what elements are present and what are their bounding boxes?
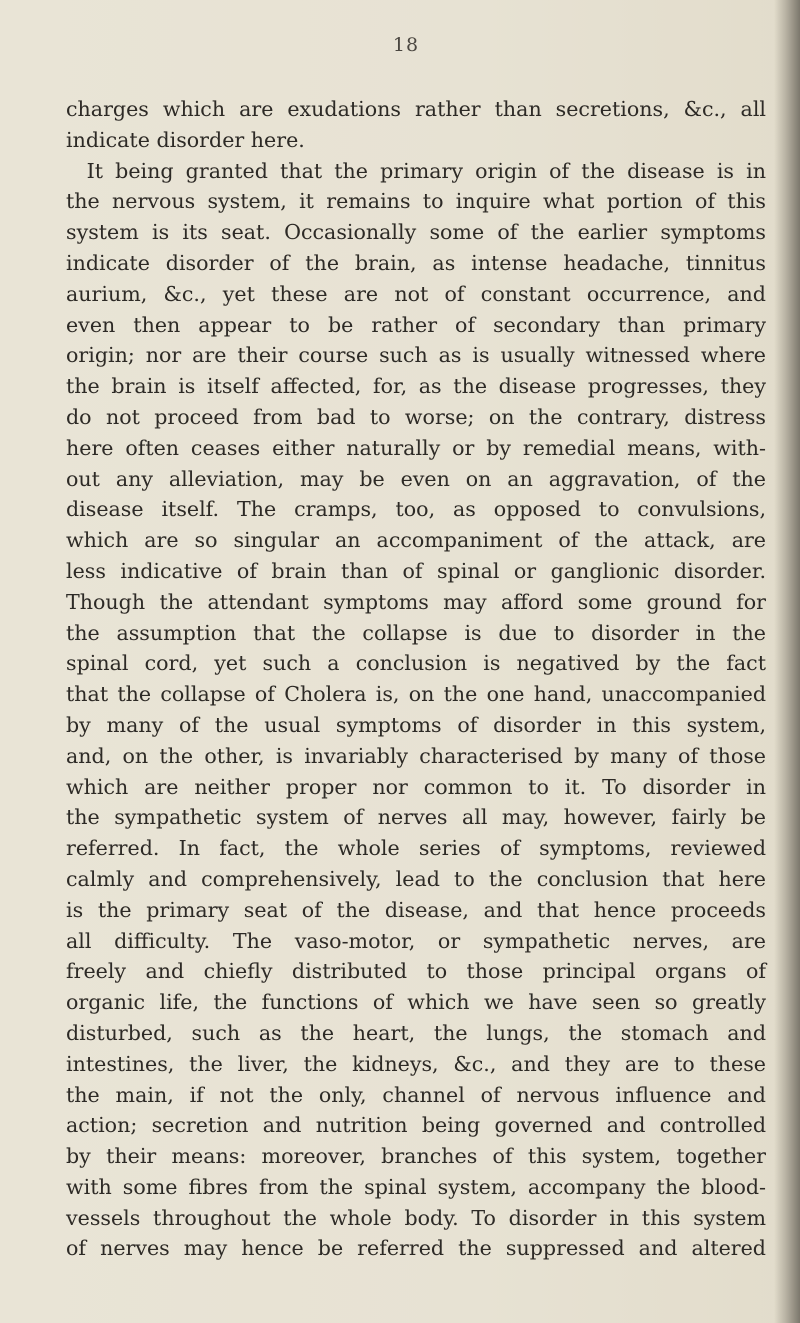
text-line: of nerves may hence be referred the suppressed and altered xyxy=(66,1236,766,1261)
binding-edge-shadow xyxy=(774,0,800,1323)
text-line: intestines, the liver, the kidneys, &c., and they are to these xyxy=(66,1051,766,1076)
paragraph-start-line: It being granted that the primary origin of the disease is in xyxy=(86,158,766,183)
text-line: spinal cord, yet such a conclusion is negatived by the fact xyxy=(66,651,766,676)
text-line: disturbed, such as the heart, the lungs, the stomach and xyxy=(66,1020,766,1045)
text-line: system is its seat. Occasionally some of the earlier symptoms xyxy=(66,220,766,245)
text-line: vessels throughout the whole body. To disorder in this system xyxy=(66,1205,766,1230)
text-line: the assumption that the collapse is due to disorder in the xyxy=(66,620,766,645)
text-line: organic life, the functions of which we have seen so greatly xyxy=(66,990,766,1015)
body-text xyxy=(66,94,766,1264)
text-line: with some fibres from the spinal system, accompany the blood- xyxy=(66,1174,766,1199)
text-line: by their means: moreover, branches of this system, together xyxy=(66,1144,766,1169)
text-line: indicate disorder here. xyxy=(66,127,305,152)
page-number: 18 xyxy=(392,34,420,56)
text-line: that the collapse of Cholera is, on the one hand, unaccompanied xyxy=(66,682,766,707)
text-line: origin; nor are their course such as is usually witnessed where xyxy=(66,343,766,368)
text-line: even then appear to be rather of secondary than primary xyxy=(66,312,766,337)
text-line: out any alleviation, may be even on an aggravation, of the xyxy=(66,466,766,491)
text-line: aurium, &c., yet these are not of constant occurrence, and xyxy=(66,281,766,306)
text-line: which are so singular an accompaniment of the attack, are xyxy=(66,528,766,553)
text-line: all difficulty. The vaso-motor, or sympathetic nerves, are xyxy=(66,928,766,953)
text-line: the sympathetic system of nerves all may, however, fairly be xyxy=(66,805,766,830)
text-line: here often ceases either naturally or by remedial means, with- xyxy=(66,435,766,460)
text-line: less indicative of brain than of spinal or ganglionic disorder. xyxy=(66,558,766,583)
text-line: calmly and comprehensively, lead to the conclusion that here xyxy=(66,866,766,891)
text-line: which are neither proper nor common to it. To disorder in xyxy=(66,774,766,799)
text-line: referred. In fact, the whole series of symptoms, reviewed xyxy=(66,836,766,861)
text-line: action; secretion and nutrition being governed and controlled xyxy=(66,1113,766,1138)
text-line: Though the attendant symptoms may afford some ground for xyxy=(66,589,766,614)
text-line: the main, if not the only, channel of nervous influence and xyxy=(66,1082,766,1107)
text-line: disease itself. The cramps, too, as opposed to convulsions, xyxy=(66,497,766,522)
text-line: the nervous system, it remains to inquire what portion of this xyxy=(66,189,766,214)
text-line: by many of the usual symptoms of disorder in this system, xyxy=(66,712,766,737)
text-line: the brain is itself affected, for, as the disease progresses, they xyxy=(66,374,766,399)
text-line: do not proceed from bad to worse; on the contrary, distress xyxy=(66,404,766,429)
text-line: freely and chiefly distributed to those principal organs of xyxy=(66,959,766,984)
text-line: charges which are exudations rather than secretions, &c., all xyxy=(66,97,766,121)
text-line: is the primary seat of the disease, and that hence proceeds xyxy=(66,897,766,922)
text-line: and, on the other, is invariably characterised by many of those xyxy=(66,743,766,768)
text-line: indicate disorder of the brain, as intense headache, tinnitus xyxy=(66,250,766,275)
